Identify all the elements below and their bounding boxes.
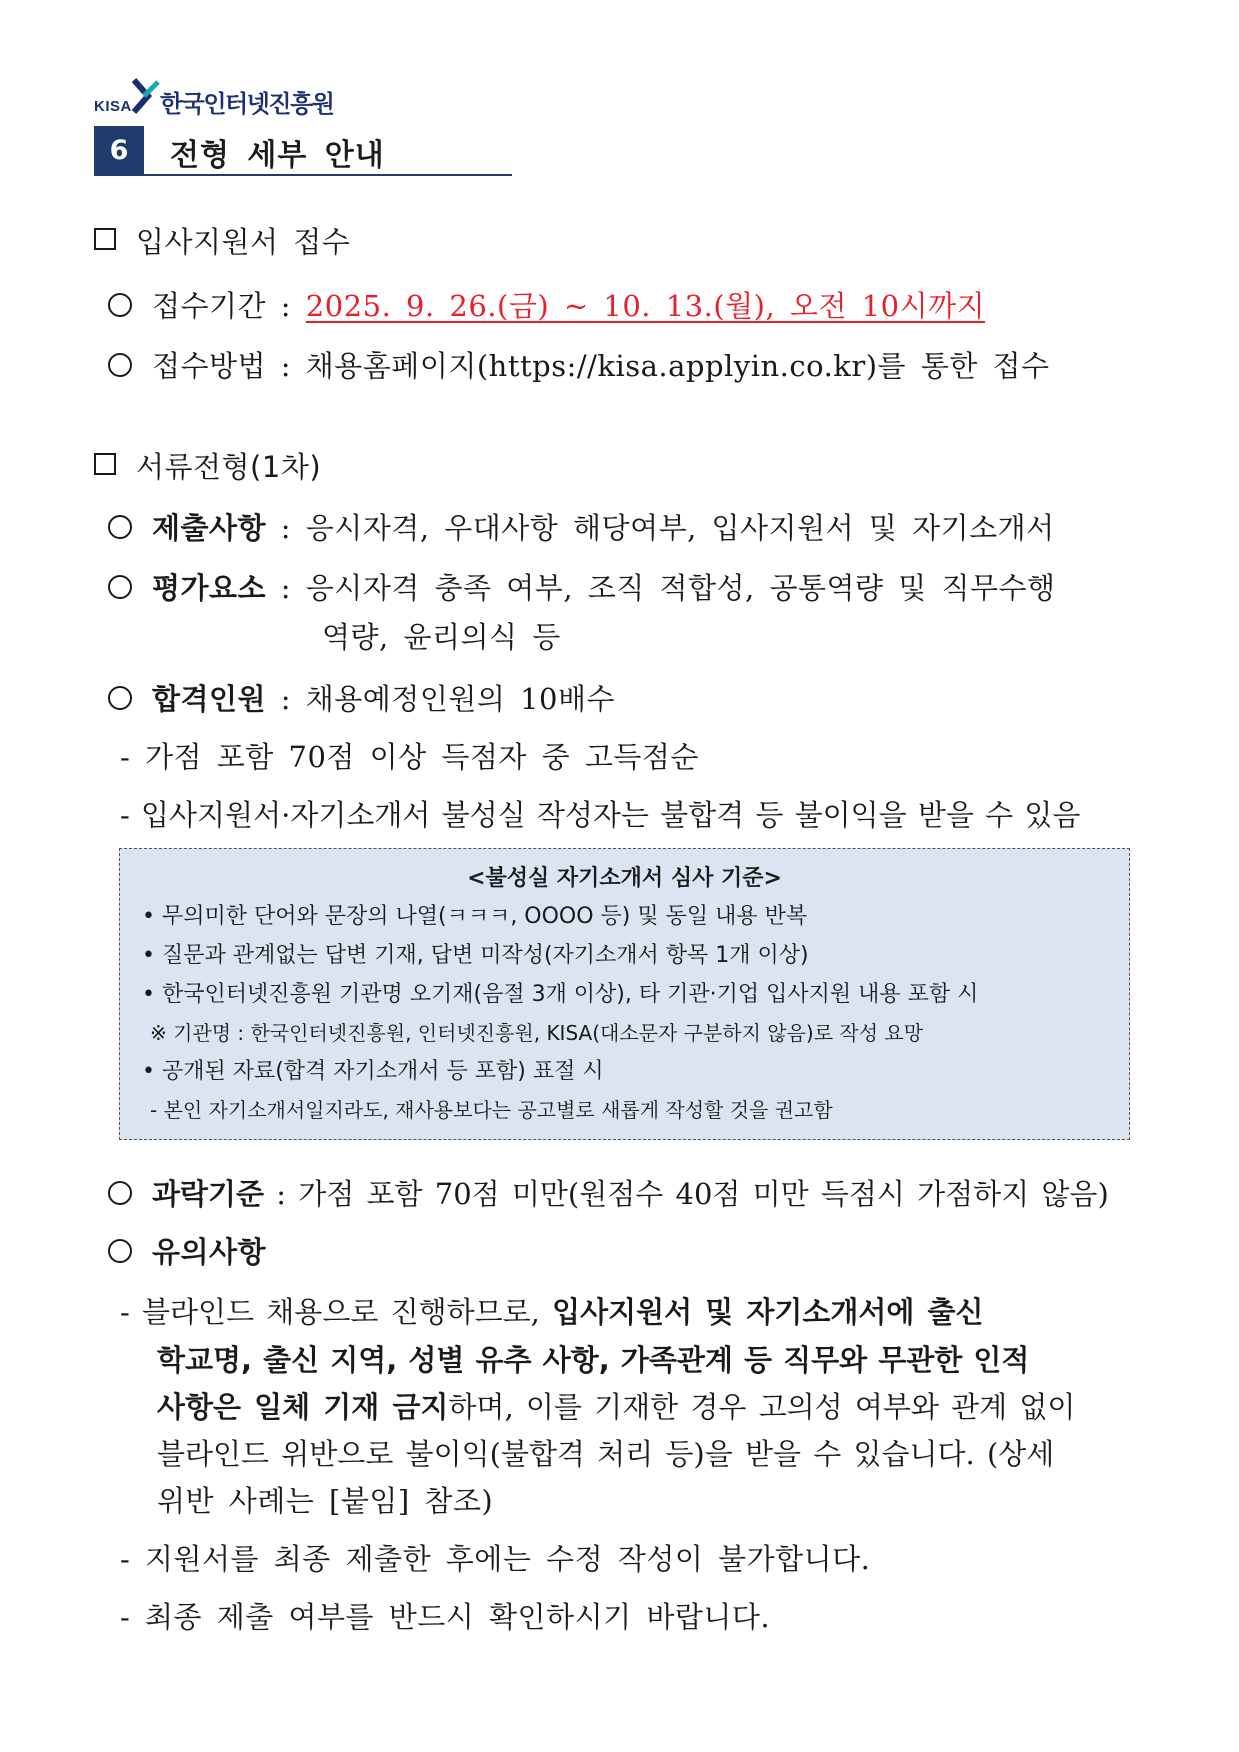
blind-note-line1 <box>120 1290 984 1331</box>
submit-label: 제출사항 <box>152 511 267 545</box>
blind-note-line5: 위반 사례는 [붙임] 참조) <box>157 1484 494 1518</box>
fail-label: 과락기준 <box>152 1177 265 1211</box>
eval-value-line2: 역량, 윤리의식 등 <box>322 620 561 654</box>
criteria-item-4-note: - 본인 자기소개서일지라도, 재사용보다는 공고별로 새롭게 작성할 것을 권고함 <box>150 1098 833 1122</box>
submit-value: : 응시자격, 우대사항 해당여부, 입사지원서 및 자기소개서 <box>280 511 1055 545</box>
criteria-item-3-note: ※ 기관명 : 한국인터넷진흥원, 인터넷진흥원, KISA(대소문자 구분하지 않음)로 작성 요망 <box>150 1021 924 1045</box>
logo-abbr: KISA <box>94 98 132 115</box>
blind-note-line1-pre: - 블라인드 채용으로 진행하므로, <box>120 1295 540 1329</box>
notes-label: 유의사항 <box>152 1235 267 1269</box>
pass-value: : 채용예정인원의 10배수 <box>280 682 616 716</box>
criteria-item-3: • 한국인터넷진흥원 기관명 오기재(음절 3개 이상), 타 기관·기업 입사지원 내용 포함 시 <box>142 982 979 1007</box>
eval-row <box>152 566 1056 607</box>
period-value: 2025. 9. 26.(금) ∼ 10. 13.(월), 오전 10시까지 <box>305 289 986 323</box>
criteria-item-1: • 무의미한 단어와 문장의 나열(ㅋㅋㅋ, OOOO 등) 및 동일 내용 반복 <box>142 904 808 929</box>
criteria-box <box>119 848 1130 1140</box>
pass-note-1: - 가점 포함 70점 이상 득점자 중 고득점순 <box>120 740 699 774</box>
section-number: 6 <box>94 126 144 174</box>
screening-heading: 서류전형(1차) <box>136 450 322 484</box>
pass-label: 합격인원 <box>152 682 267 716</box>
method-value: 채용홈페이지(https://kisa.applyin.co.kr)를 통한 접수 <box>305 349 1050 383</box>
section-title: 전형 세부 안내 <box>170 138 385 173</box>
note-3: - 최종 제출 여부를 반드시 확인하시기 바랍니다. <box>120 1600 771 1634</box>
circle-bullet-icon <box>108 686 132 710</box>
criteria-title: <불성실 자기소개서 심사 기준> <box>467 866 782 891</box>
method-label: 접수방법 : <box>152 349 292 383</box>
eval-value-line1: : 응시자격 충족 여부, 조직 적합성, 공통역량 및 직무수행 <box>280 571 1056 605</box>
period-row <box>152 284 985 325</box>
method-row <box>152 344 1050 385</box>
note-2: - 지원서를 최종 제출한 후에는 수정 작성이 불가합니다. <box>120 1542 871 1576</box>
logo-mark-icon <box>130 78 160 114</box>
circle-bullet-icon <box>108 1239 132 1263</box>
circle-bullet-icon <box>108 575 132 599</box>
logo-name: 한국인터넷진흥원 <box>160 90 334 118</box>
fail-row <box>152 1172 1109 1213</box>
criteria-item-4: • 공개된 자료(합격 자기소개서 등 포함) 표절 시 <box>142 1059 604 1084</box>
pass-row <box>152 677 615 718</box>
blind-note-line2: 학교명, 출신 지역, 성별 유추 사항, 가족관계 등 직무와 무관한 인적 <box>157 1343 1030 1377</box>
application-heading: 입사지원서 접수 <box>136 225 351 259</box>
period-label: 접수기간 : <box>152 289 292 323</box>
criteria-item-2: • 질문과 관계없는 답변 기재, 답변 미작성(자기소개서 항목 1개 이상) <box>142 943 809 968</box>
blind-note-line3-bold: 사항은 일체 기재 금지 <box>157 1390 449 1424</box>
fail-value: : 가점 포함 70점 미만(원점수 40점 미만 득점시 가점하지 않음) <box>276 1177 1109 1211</box>
submit-row <box>152 506 1055 547</box>
eval-label: 평가요소 <box>152 571 267 605</box>
checkbox-square-icon <box>94 228 116 250</box>
circle-bullet-icon <box>108 1181 132 1205</box>
kisa-logo <box>94 78 364 118</box>
checkbox-square-icon <box>94 453 116 475</box>
blind-note-line4: 블라인드 위반으로 불이익(불합격 처리 등)을 받을 수 있습니다. (상세 <box>157 1437 1055 1471</box>
pass-note-2: - 입사지원서·자기소개서 불성실 작성자는 불합격 등 불이익을 받을 수 있음 <box>120 798 1081 832</box>
circle-bullet-icon <box>108 515 132 539</box>
circle-bullet-icon <box>108 353 132 377</box>
blind-note-line1-bold: 입사지원서 및 자기소개서에 출신 <box>552 1295 984 1329</box>
blind-note-line3 <box>157 1385 1075 1426</box>
circle-bullet-icon <box>108 293 132 317</box>
blind-note-line3-rest: 하며, 이를 기재한 경우 고의성 여부와 관계 없이 <box>448 1390 1076 1424</box>
section-underline <box>94 174 512 176</box>
